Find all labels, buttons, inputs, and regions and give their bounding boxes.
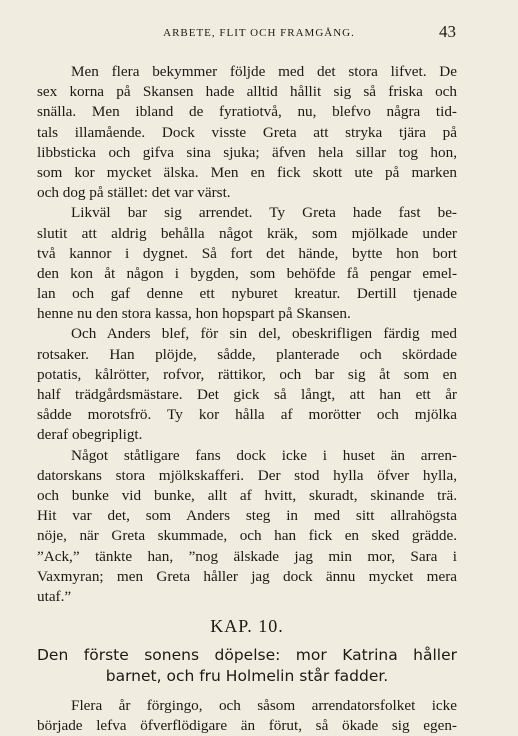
page-number: 43 (439, 22, 456, 41)
text-line: half trädgårdsmästare. Det gick så långt, att han ett år (37, 386, 457, 403)
text-line: Något ståtligare fans dock icke i huset än arren- (71, 446, 457, 464)
text-line: ”Ack,” tänkte han, ”nog älskade jag min mor, Sara i (37, 547, 457, 565)
paragraph (37, 62, 457, 203)
text-line: Hit var det, som Anders steg in med sitt allrahögsta (37, 507, 457, 525)
text-line: två kannor i dygnet. Så fort det hände, bytte hon bort (37, 244, 457, 262)
text-line: Vaxmyran; men Greta håller jag dock ännu mycket mera (37, 567, 457, 585)
body-text (37, 62, 457, 736)
text-line: Men flera bekymmer följde med det stora lifvet. De (71, 63, 457, 80)
running-title: ARBETE, FLIT OCH FRAMGÅNG. (163, 27, 355, 39)
text-line: potatis, kålrötter, rofvor, rättikor, och bar sig åt som en (37, 365, 457, 383)
text-line: och bunke vid bunke, allt af hvitt, skuradt, skinande trä. (37, 486, 457, 504)
text-line: libbsticka och gifva sina sjuka; äfven hela sillar tog hon, (37, 143, 457, 161)
chapter-heading: KAP. 10. (210, 616, 284, 637)
text-line: Likväl bar sig arrendet. Ty Greta hade fast be- (71, 204, 457, 222)
text-line: den kon åt någon i bygden, som behöfde få pengar emel- (37, 264, 457, 282)
text-line: deraf obegripligt. (37, 426, 143, 444)
running-header (0, 22, 518, 47)
text-line: slutit att aldrig behålla något kräk, som mjölkade under (37, 224, 457, 242)
text-line: och dog på stället: det var värst. (37, 184, 231, 202)
paragraph (37, 446, 457, 608)
paragraph (37, 324, 457, 445)
paragraph (37, 696, 457, 736)
text-line: sådde morotsfrö. Ty kor hålla af morötter och mjölka (37, 406, 457, 424)
chapter-title-line: Den förste sonens döpelse: mor Katrina håller (37, 646, 457, 665)
text-line: Och Anders blef, för sin del, obeskrifligen färdig med (71, 325, 457, 343)
text-line: utaf.” (37, 587, 72, 605)
text-line: som kor mycket älska. Men en fick skott ute på marken (37, 163, 457, 181)
text-line: lan och gaf denne ett nyburet kreatur. Dertill tjenade (37, 285, 457, 303)
text-line: snälla. Men ibland de fyratiotvå, nu, blefvo några tid- (37, 103, 457, 121)
paragraph (37, 203, 457, 324)
chapter-title-line: barnet, och fru Holmelin står fadder. (105, 666, 389, 685)
text-line: Flera år förgingo, och såsom arrendatorsfolket icke (71, 697, 457, 715)
text-line: sex korna på Skansen hade alltid hållit sig så friska och (37, 83, 457, 101)
text-line: nöje, när Greta skummade, och han fick en sked grädde. (37, 527, 457, 545)
text-line: började lefva öfverflödigare än förut, så ökade sig egen- (37, 717, 457, 735)
text-line: tals illamående. Dock visste Greta att stryka tjära på (37, 123, 457, 141)
text-line: datorskans stora mjölkskafferi. Der stod hylla öfver hylla, (37, 466, 457, 484)
text-line: henne nu den stora kassa, hon hopspart på Skansen. (37, 305, 351, 323)
text-line: rotsaker. Han plöjde, sådde, planterade och skördade (37, 345, 457, 363)
